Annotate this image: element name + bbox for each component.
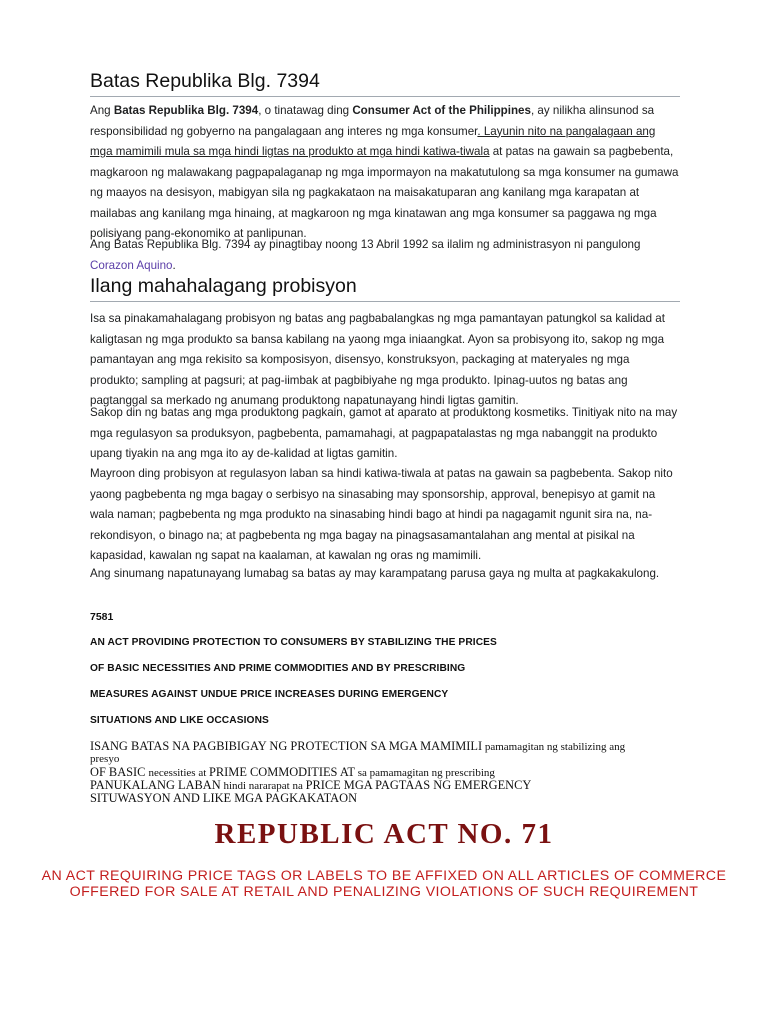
lead-bold-consumer-act: Consumer Act of the Philippines [352,104,531,117]
act-title-line: SITUATIONS AND LIKE OCCASIONS [90,715,269,726]
lead-underlined-text: . Layunin nito na pangalagaan ang mga mamimili mula sa mga hindi ligtas na produkto at mga hindi katiwa-tiwala [90,124,656,158]
provision-paragraph: Ang sinumang napatunayang lumabag sa batas ay may karampatang parusa gaya ng multa at pagkakakulong. [90,567,660,580]
lead-text-2: , o tinatawag ding [258,104,353,117]
lead-text-4: at patas na gawain sa pagbebenta, magkaroon ng malawakang pagpapalaganap ng mga impormayon na makatutulong sa mga konsumer na gumawa ng maayos na desisyon, mabigyan sila ng pagkakataon na maisakatuparan ang kanilang mga karapatan at mailabas ang kanilang mga hinaing, at magkaroon ng mga kinatawan ang mga konsumer sa paggawa ng mga polisiyang pang-ekonomiko at panlipunan. [90,145,679,240]
provision-paragraph: Mayroon ding probisyon at regulasyon laban sa hindi katiwa-tiwala at patas na gawain sa pagbebenta. Sakop nito yaong pagbebenta ng mga bagay o serbisyo na sinasabing may sponsorship, approval, benepisyo at gamit na wala naman; pagbebenta ng mga produkto na sinasabing hindi bago at hindi pa nagagamit ngunit sira na, na-rekondisyon, o binago na; at pagbebenta ng mga bagay na pinagsasamantalahan ang mental at pisikal na kapasidad, kawalan ng sapat na kaalaman, at kawalan ng oras ng mamimili. [90,467,673,562]
act-title-line: AN ACT PROVIDING PROTECTION TO CONSUMERS BY STABILIZING THE PRICES [90,637,497,648]
corazon-aquino-link[interactable]: Corazon Aquino [90,258,173,272]
act-title-line: OF BASIC NECESSITIES AND PRIME COMMODITIES AND BY PRESCRIBING [90,663,466,674]
translation-line [90,779,690,792]
translation-line: SITUWASYON AND LIKE MGA PAGKAKATAON [90,791,358,806]
translation-line [90,766,690,779]
translation-segment: pamamagitan ng stabilizing ang [482,741,626,753]
provision-paragraph: Sakop din ng batas ang mga produktong pagkain, gamot at aparato at produktong kosmetiks. Tinitiyak nito na may mga regulasyon sa produksyon, pagbebenta, pamamahagi, at pagpapatalastas ng mga nabanggit na produkto upang tiyakin na ang mga ito ay de-kalidad at ligtas gamitin. [90,406,678,460]
adoption-text-1: Ang Batas Republika Blg. 7394 ay pinagtibay noong 13 Abril 1992 sa ilalim ng administrasyon ni pangulong [90,238,641,251]
translation-segment: hindi nararapat na [220,779,306,792]
translation-line [90,740,690,753]
filipino-translation [90,740,690,804]
translation-line: presyo [90,753,120,766]
translation-segment: PRICE MGA PAGTAAS NG EMERGENCY [305,777,532,792]
republic-act-71-title: REPUBLIC ACT NO. 71 [214,818,554,850]
lead-bold-law-name: Batas Republika Blg. 7394 [113,104,259,117]
act-title-line: MEASURES AGAINST UNDUE PRICE INCREASES DURING EMERGENCY [90,689,449,700]
translation-segment: OF BASIC [90,764,149,779]
translation-segment: ISANG BATAS NA PAGBIBIGAY NG PROTECTION SA MGA MAMIMILI [90,739,483,753]
article-title: Batas Republika Blg. 7394 [90,70,680,97]
section-title-provisions: Ilang mahahalagang probisyon [90,275,680,302]
adoption-text-2: . [172,258,176,272]
lead-text-3: , ay nilikha alinsunod sa responsibilidad ng gobyerno na pangalagaan ang interes ng mga konsumer [90,104,655,138]
republic-act-71-subtitle: AN ACT REQUIRING PRICE TAGS OR LABELS TO BE AFFIXED ON ALL ARTICLES OF COMMERCE OFFERED FOR SALE AT RETAIL AND PENALIZING VIOLATIONS OF SUCH REQUIREMENT [41,868,727,900]
act-number-7581: 7581 [90,611,114,623]
adoption-paragraph [90,235,680,276]
translation-segment: sa pamamagitan ng prescribing [354,766,495,779]
translation-segment: PRIME COMMODITIES AT [209,764,355,779]
translation-segment: PANUKALANG LABAN [90,777,221,792]
translation-segment: necessities at [148,766,210,779]
lead-text-1: Ang [90,104,114,117]
provision-paragraph: Isa sa pinakamahalagang probisyon ng batas ang pagbabalangkas ng mga pamantayan patungkol sa kalidad at kaligtasan ng mga produkto sa bansa kabilang na yaong mga iniaangkat. Ayon sa probisyong ito, sakop ng mga pamantayan ang mga rekisito sa komposisyon, disensyo, konstruksyon, packaging at materyales ng mga produkto; sampling at pagsuri; at pag-iimbak at pagbibiyahe ng mga produkto. Ipinag-uutos ng batas ang pagtanggal sa merkado ng anumang produktong napatunayang hindi ligtas gamitin. [90,312,665,407]
lead-paragraph [90,101,680,245]
